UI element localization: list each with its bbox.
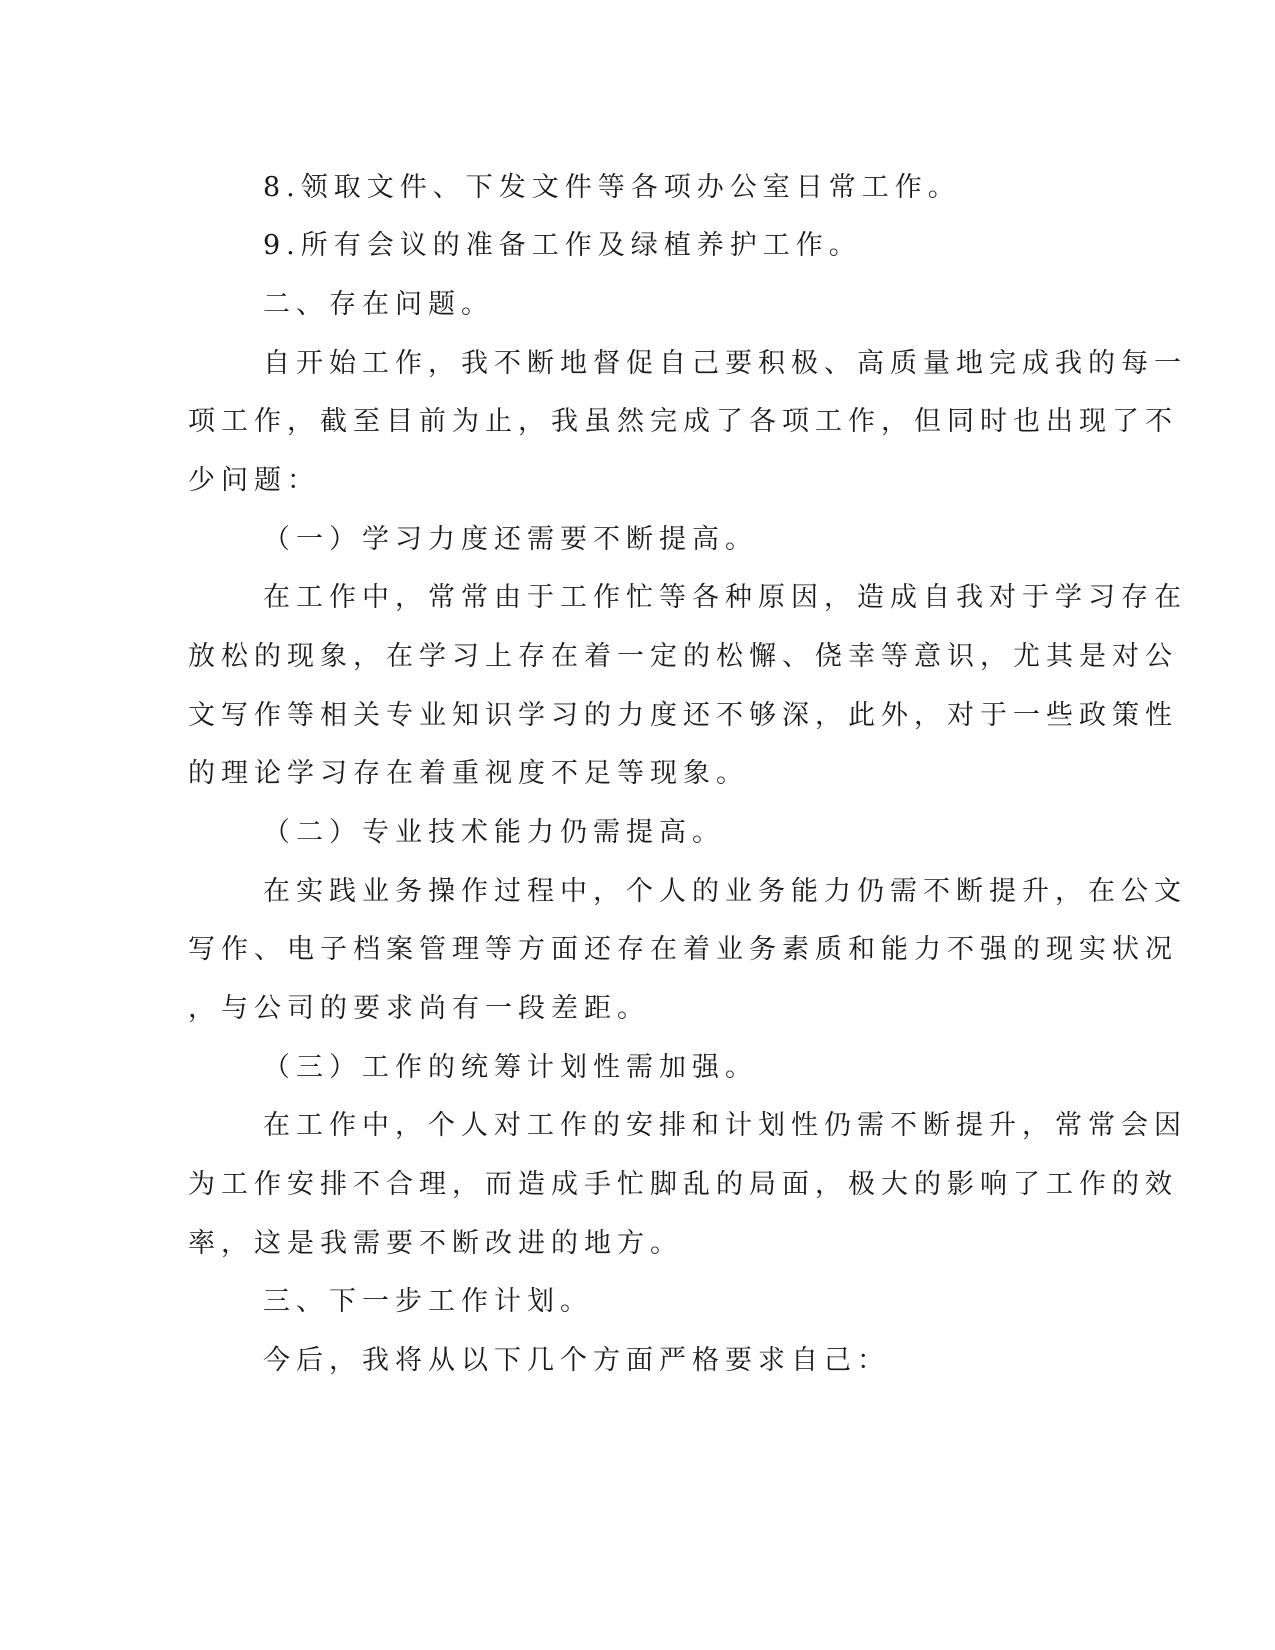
section-heading-3: 三、下一步工作计划。 [263,1286,593,1317]
paragraph-line: 项工作，截至目前为止，我虽然完成了各项工作，但同时也出现了不 [188,406,1178,437]
paragraph-line: 率，这是我需要不断改进的地方。 [188,1228,683,1259]
paragraph-item-8: 8.领取文件、下发文件等各项办公室日常工作。 [263,172,961,203]
paragraph-line: 放松的现象，在学习上存在着一定的松懈、侥幸等意识，尤其是对公 [188,641,1178,672]
paragraph-line: 自开始工作，我不断地督促自己要积极、高质量地完成我的每一 [263,348,1187,379]
paragraph-line: 在实践业务操作过程中，个人的业务能力仍需不断提升，在公文 [263,876,1187,907]
paragraph-line: 文写作等相关专业知识学习的力度还不够深，此外，对于一些政策性 [188,700,1178,731]
paragraph-item-9: 9.所有会议的准备工作及绿植养护工作。 [263,230,862,261]
subheading-1: （一）学习力度还需要不断提高。 [263,524,758,555]
paragraph-line: 在工作中，个人对工作的安排和计划性仍需不断提升，常常会因 [263,1110,1187,1141]
section-heading-2: 二、存在问题。 [263,289,494,320]
subheading-3: （三）工作的统筹计划性需加强。 [263,1052,758,1083]
paragraph-line: 写作、电子档案管理等方面还存在着业务素质和能力不强的现实状况 [188,934,1178,965]
paragraph-line: ，与公司的要求尚有一段差距。 [188,993,650,1024]
subheading-2: （二）专业技术能力仍需提高。 [263,817,725,848]
paragraph-line: 为工作安排不合理，而造成手忙脚乱的局面，极大的影响了工作的效 [188,1169,1178,1200]
paragraph-line: 在工作中，常常由于工作忙等各种原因，造成自我对于学习存在 [263,582,1187,613]
paragraph-line: 今后，我将从以下几个方面严格要求自己： [263,1345,890,1376]
paragraph-line: 的理论学习存在着重视度不足等现象。 [188,758,749,789]
paragraph-line: 少问题： [188,465,320,496]
